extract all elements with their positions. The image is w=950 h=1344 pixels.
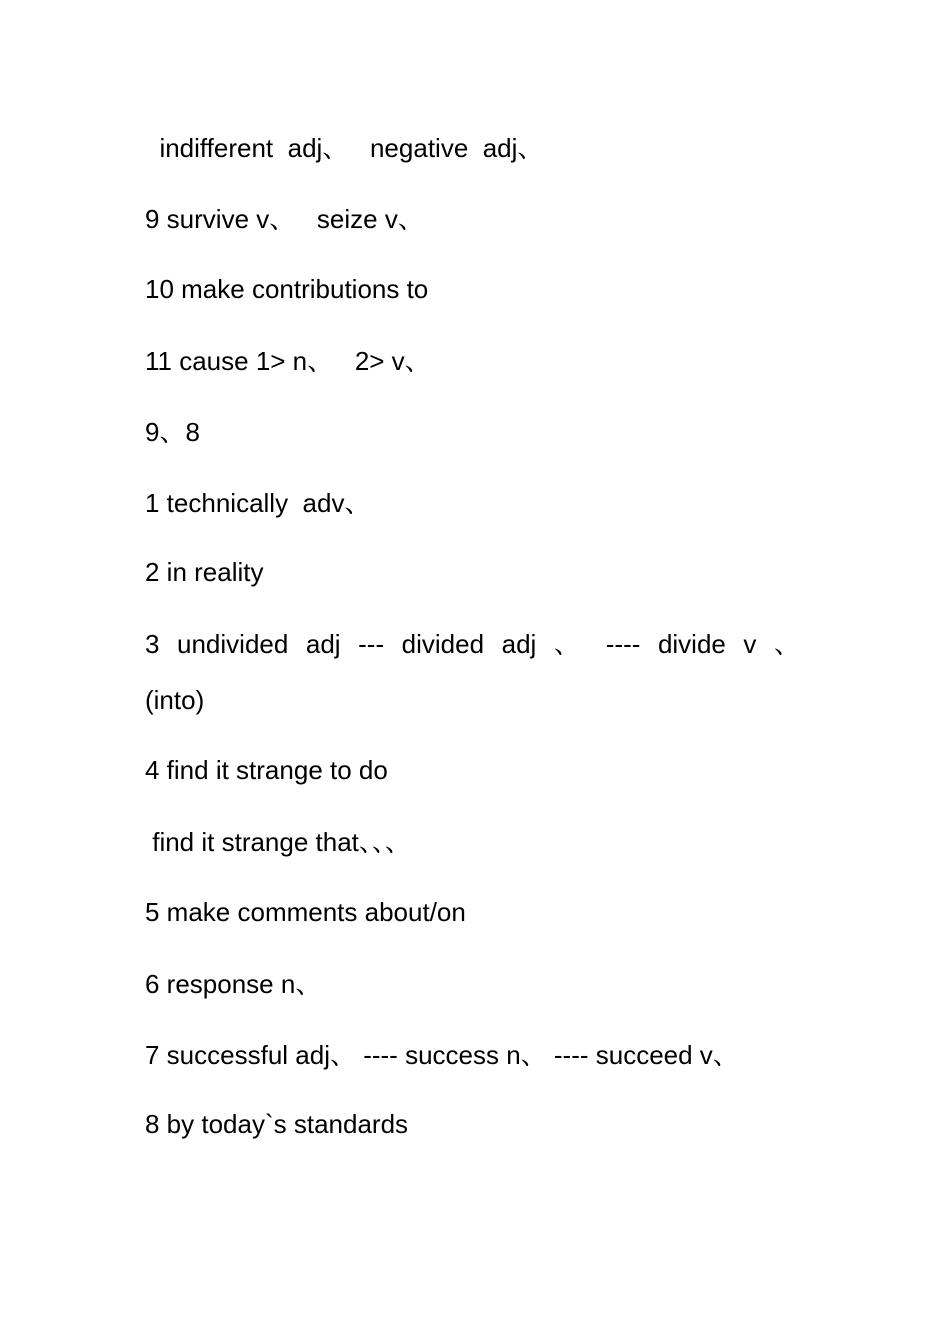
vocab-line: 11 cause 1> n、 2> v、	[145, 346, 431, 376]
vocab-line: 7 successful adj、 ---- success n、 ---- succeed v、	[145, 1040, 739, 1070]
vocab-line: 9 survive v、 seize v、	[145, 204, 424, 234]
vocab-line: 6 response n、	[145, 969, 322, 999]
vocab-line: 8 by today`s standards	[145, 1109, 409, 1139]
vocab-line: 4 find it strange to do	[145, 755, 388, 785]
vocab-line-continuation: (into)	[145, 685, 205, 715]
vocab-line: indifferent adj、 negative adj、	[145, 133, 544, 163]
vocab-line: 5 make comments about/on	[145, 897, 466, 927]
section-heading: 9、8	[145, 417, 200, 447]
vocab-line: 2 in reality	[145, 557, 264, 587]
vocab-line: 3 undivided adj --- divided adj 、 ---- divide v 、	[145, 629, 800, 659]
vocab-line: 1 technically adv、	[145, 488, 371, 518]
vocab-line: 10 make contributions to	[145, 274, 429, 304]
vocab-line: find it strange that、、、	[145, 827, 411, 857]
